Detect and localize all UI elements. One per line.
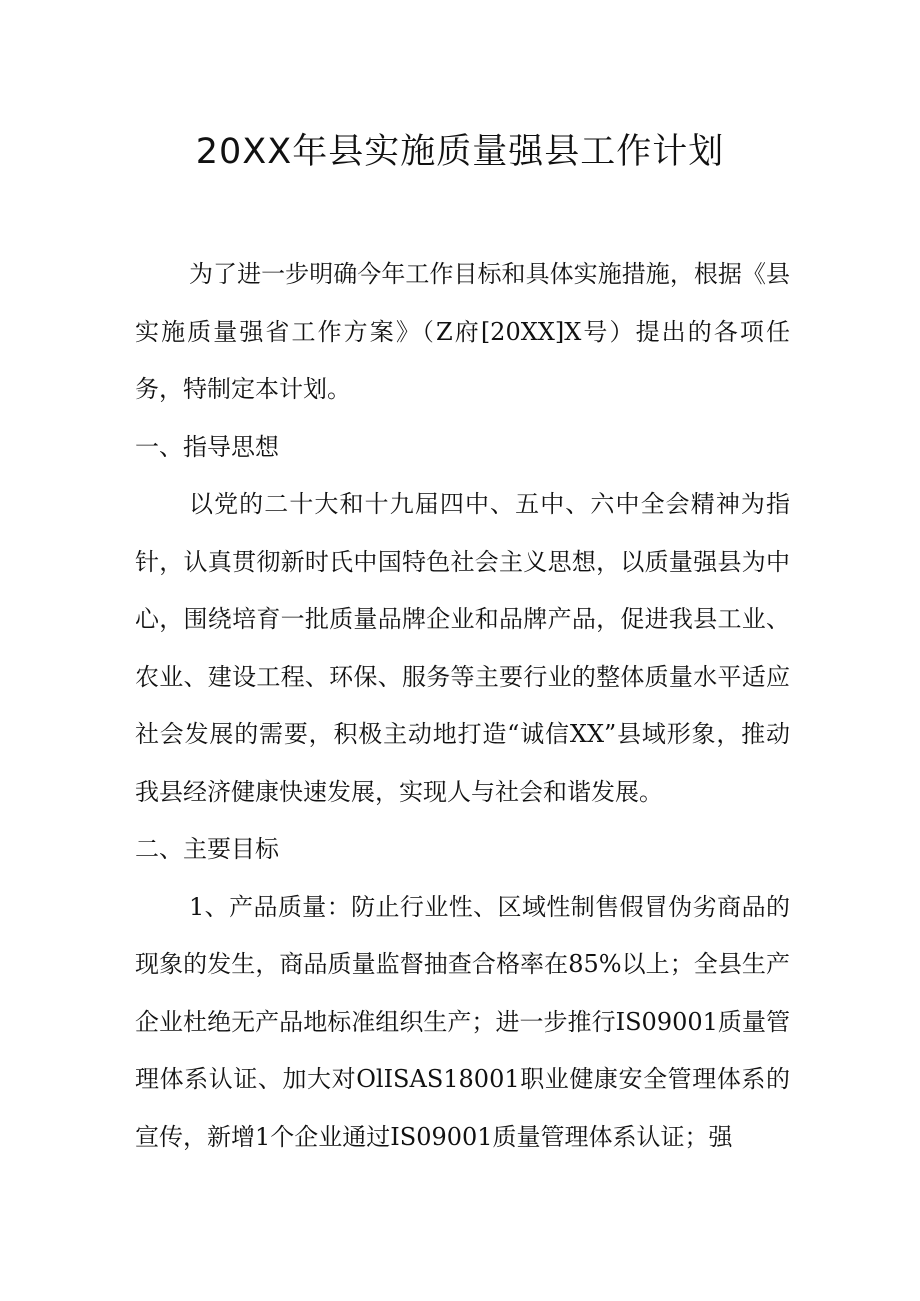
section-heading-guiding-ideology: 一、指导思想: [135, 432, 279, 461]
guiding-ideology-paragraph: 以党的二十大和十九届四中、五中、六中全会精神为指针，认真贯彻新时氏中国特色社会主义思想，以质量强县为中心，围绕培育一批质量品牌企业和品牌产品，促进我县工业、农业、建设工程、环保、服务等主要行业的整体质量水平适应社会发展的需要，积极主动地打造“诚信XX”县域形象，推动我县经济健康快速发展，实现人与社会和谐发展。: [135, 490, 790, 806]
product-quality-paragraph: 1、产品质量：防止行业性、区域性制售假冒伪劣商品的现象的发生，商品质量监督抽查合格率在85%以上；全县生产企业杜绝无产品地标准组织生产；进一步推行IS09001质量管理体系认证、加大对OlISAS18001职业健康安全管理体系的宣传，新增1个企业通过IS09001质量管理体系认证；强: [135, 892, 790, 1151]
document-title: 20XX年县实施质量强县工作计划: [195, 132, 725, 172]
intro-paragraph: 为了进一步明确今年工作目标和具体实施措施，根据《县实施质量强省工作方案》（Z府[20XX]X号）提出的各项任务，特制定本计划。: [135, 260, 790, 403]
document-body: [135, 246, 790, 1166]
section-heading-main-goals: 二、主要目标: [135, 835, 279, 863]
